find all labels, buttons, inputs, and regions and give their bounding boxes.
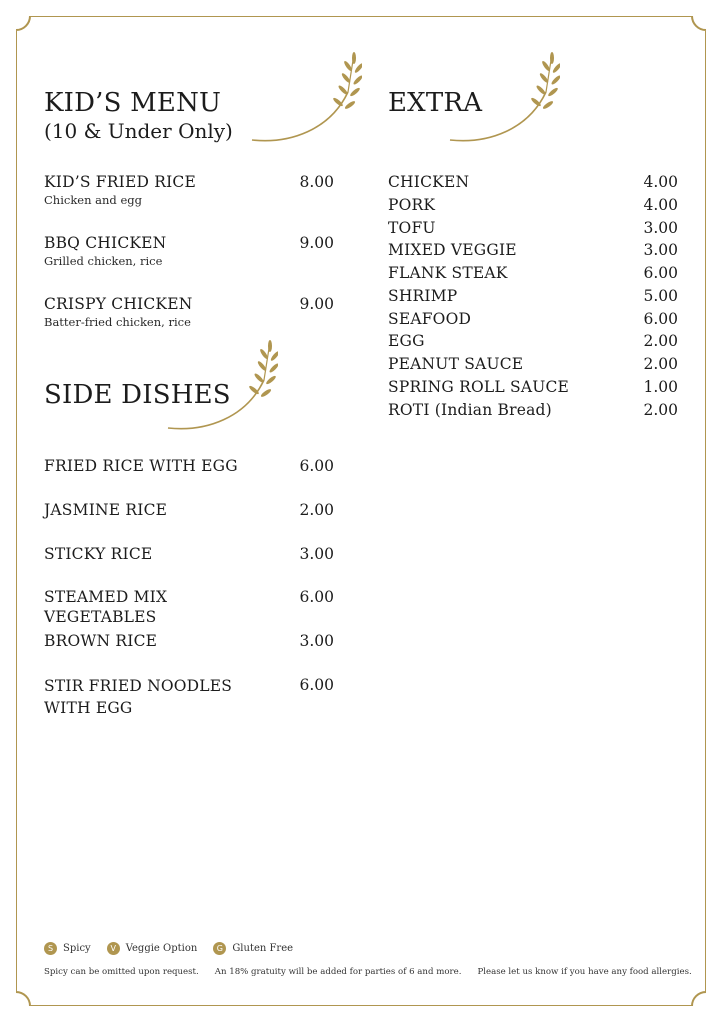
- item-name: FRIED RICE WITH EGG: [44, 457, 238, 475]
- kids-menu-subtitle: (10 & Under Only): [44, 119, 233, 143]
- menu-item: [44, 587, 334, 627]
- allergy-note: Please let us know if you have any food allergies.: [477, 967, 692, 977]
- veggie-label: Veggie Option: [125, 943, 198, 954]
- item-name: BROWN RICE: [44, 632, 158, 650]
- item-price: 2.00: [643, 401, 678, 419]
- wheat-sprig-icon: [166, 340, 278, 432]
- wheat-sprig-icon: [250, 52, 362, 144]
- item-price: 5.00: [643, 287, 678, 305]
- menu-item: [44, 172, 334, 208]
- item-name: PEANUT SAUCE: [388, 355, 524, 373]
- menu-item: [388, 309, 678, 329]
- item-name: CRISPY CHICKEN: [44, 295, 193, 313]
- item-description: Grilled chicken, rice: [44, 254, 163, 268]
- item-price: 3.00: [643, 219, 678, 237]
- item-price: 2.00: [643, 332, 678, 350]
- item-name: MIXED VEGGIE: [388, 241, 517, 259]
- menu-item: [388, 195, 678, 215]
- dietary-legend: [44, 942, 303, 955]
- menu-item: [388, 263, 678, 283]
- footer-notes: [44, 964, 692, 980]
- menu-item: [44, 233, 334, 269]
- menu-item: [44, 544, 334, 564]
- item-name: EGG: [388, 332, 425, 350]
- spicy-label: Spicy: [63, 943, 91, 954]
- item-price: 2.00: [299, 501, 334, 519]
- menu-item: [388, 354, 678, 374]
- gluten-label: Gluten Free: [232, 943, 294, 954]
- item-name: PORK: [388, 196, 436, 214]
- item-name: TOFU: [388, 219, 436, 237]
- item-price: 9.00: [299, 234, 334, 252]
- menu-item: [388, 286, 678, 306]
- item-name: ROTI (Indian Bread): [388, 401, 552, 419]
- menu-item: [388, 331, 678, 351]
- item-price: 6.00: [299, 588, 334, 606]
- menu-item: [388, 377, 678, 397]
- menu-item: [44, 500, 334, 520]
- menu-item: [44, 456, 334, 476]
- item-price: 6.00: [643, 310, 678, 328]
- gluten-badge-icon: G: [213, 942, 226, 955]
- side-dishes-list: [44, 456, 334, 726]
- item-price: 6.00: [299, 676, 334, 694]
- wheat-sprig-icon: [448, 52, 560, 144]
- extra-title: EXTRA: [388, 88, 483, 118]
- item-description: Chicken and egg: [44, 193, 142, 207]
- item-price: 8.00: [299, 173, 334, 191]
- item-price: 4.00: [643, 173, 678, 191]
- menu-item: [388, 172, 678, 192]
- extra-list: [388, 172, 678, 422]
- item-price: 6.00: [299, 457, 334, 475]
- kids-menu-title: KID’S MENU: [44, 88, 222, 118]
- item-name: BBQ CHICKEN: [44, 234, 167, 252]
- veggie-badge-icon: V: [107, 942, 120, 955]
- item-name: KID’S FRIED RICE: [44, 173, 196, 191]
- item-name: SPRING ROLL SAUCE: [388, 378, 570, 396]
- menu-item: [388, 218, 678, 238]
- menu-item: [388, 400, 678, 420]
- gratuity-note: An 18% gratuity will be added for parties of 6 and more.: [214, 967, 462, 977]
- menu-item: [44, 631, 334, 651]
- item-description: Batter-fried chicken, rice: [44, 315, 191, 329]
- item-price: 9.00: [299, 295, 334, 313]
- item-name: JASMINE RICE: [44, 501, 168, 519]
- item-price: 3.00: [299, 632, 334, 650]
- kids-menu-list: [44, 172, 334, 342]
- spicy-badge-icon: S: [44, 942, 57, 955]
- item-price: 3.00: [299, 545, 334, 563]
- item-name: STIR FRIED NOODLES WITH EGG: [44, 677, 233, 717]
- menu-item: [44, 294, 334, 330]
- item-name: FLANK STEAK: [388, 264, 508, 282]
- item-name: STICKY RICE: [44, 545, 153, 563]
- item-price: 2.00: [643, 355, 678, 373]
- side-dishes-title: SIDE DISHES: [44, 380, 231, 410]
- menu-item: [388, 240, 678, 260]
- spicy-note: Spicy can be omitted upon request.: [44, 967, 199, 977]
- item-price: 1.00: [643, 378, 678, 396]
- item-price: 6.00: [643, 264, 678, 282]
- item-price: 4.00: [643, 196, 678, 214]
- item-name: SEAFOOD: [388, 310, 472, 328]
- item-name: CHICKEN: [388, 173, 470, 191]
- menu-item: [44, 675, 334, 719]
- item-name: SHRIMP: [388, 287, 458, 305]
- item-price: 3.00: [643, 241, 678, 259]
- item-name: STEAMED MIX VEGETABLES: [44, 588, 168, 626]
